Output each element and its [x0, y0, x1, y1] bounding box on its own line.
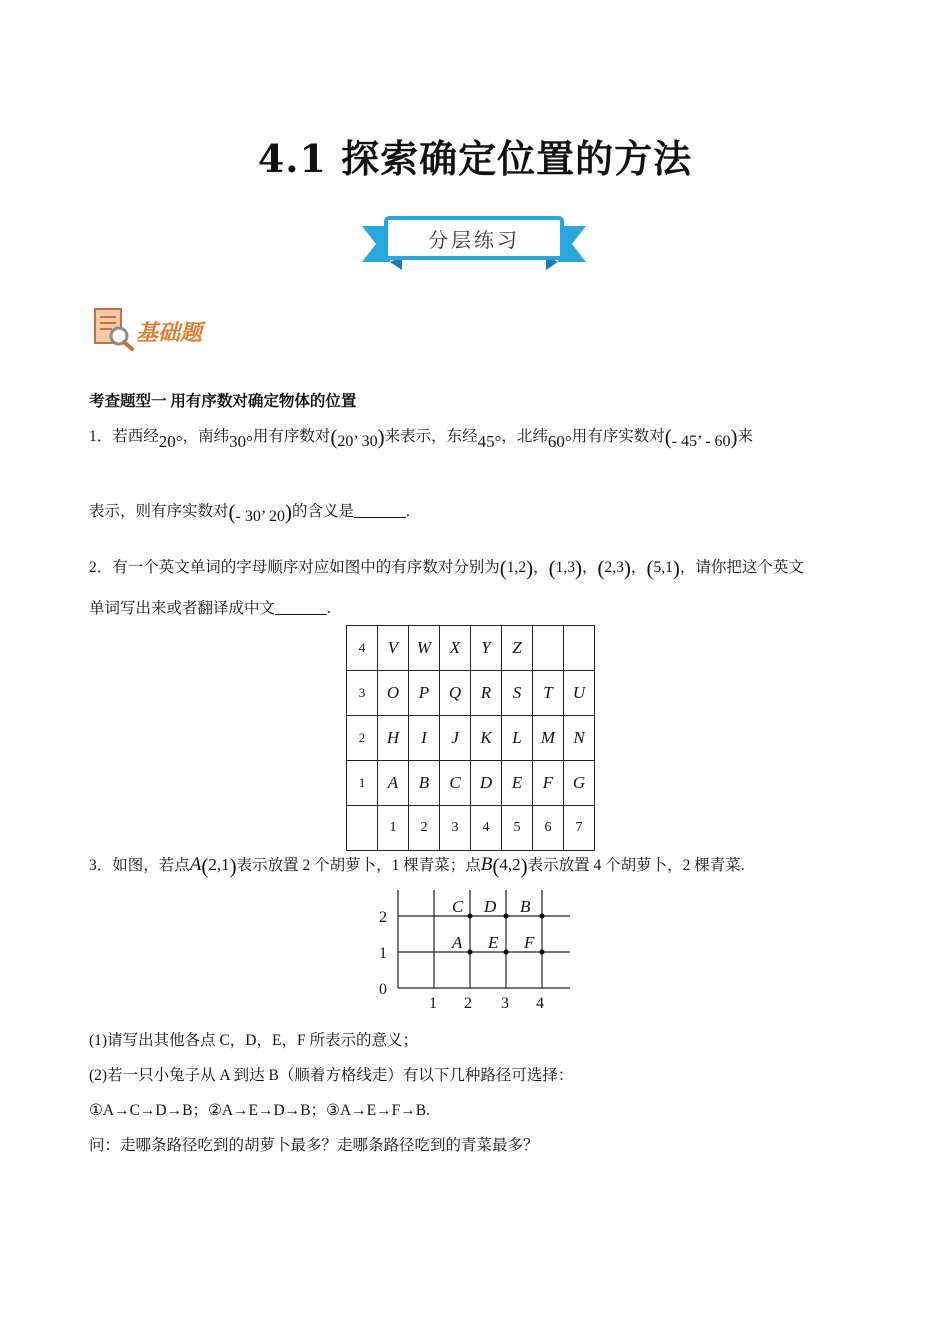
grid-cell: M	[533, 716, 564, 761]
grid-cell: B	[409, 761, 440, 806]
grid-row-label: 3	[347, 671, 378, 716]
x-axis-label: 2	[464, 995, 472, 1012]
q1-text: 来表示，东经	[384, 428, 478, 445]
q1-pair: 20’ 30	[337, 433, 378, 450]
q2-pair: 5,1	[653, 559, 673, 576]
grid-cell: D	[471, 761, 502, 806]
q2-line-1	[89, 555, 804, 581]
grid-row	[347, 671, 595, 716]
paren-close-icon: )	[377, 425, 385, 449]
grid-cell: O	[378, 671, 409, 716]
q1-text: ，北纬	[501, 428, 548, 445]
grid-cell: U	[564, 671, 595, 716]
grid-row	[347, 716, 595, 761]
q2-text: ，请你把这个英文	[679, 559, 804, 576]
grid-cell: E	[502, 761, 533, 806]
point-label: C	[452, 897, 464, 916]
q2-pair: 2,3	[604, 559, 624, 576]
degree-icon: °	[564, 432, 572, 451]
paren-open-icon: (	[499, 556, 507, 580]
q2-line-2	[89, 596, 331, 618]
grid-cell: I	[409, 716, 440, 761]
grid-cell: W	[409, 626, 440, 671]
paren-close-icon: )	[672, 556, 680, 580]
q3-question: 问：走哪条路径吃到的胡萝卜最多？走哪条路径吃到的青菜最多？	[89, 1137, 539, 1154]
q2-pair: 1,2	[506, 559, 527, 576]
grid-cell: N	[564, 716, 595, 761]
coordinate-grid-figure	[372, 888, 582, 1016]
grid-cell: J	[440, 716, 471, 761]
grid-corner-cell	[347, 806, 378, 851]
grid-cell: C	[440, 761, 471, 806]
y-axis-label: 1	[379, 945, 387, 962]
q1-text: 用有序数对	[252, 428, 331, 445]
q1-line-2	[89, 499, 410, 526]
section-label: 基础题	[136, 321, 203, 346]
grid-col-label: 7	[564, 806, 595, 851]
q3-routes: ①A→C→D→B；②A→E→D→B；③A→E→F→B.	[89, 1102, 430, 1119]
grid-cell: G	[564, 761, 595, 806]
point-A	[468, 950, 473, 955]
paren-close-icon: )	[623, 556, 631, 580]
banner	[360, 212, 588, 274]
q3-text: 表示放置 2 个胡萝卜，1 棵青菜；点	[236, 857, 481, 874]
q1-text: ，南纬	[182, 428, 230, 445]
banner-label: 分层练习	[428, 228, 520, 252]
paren-open-icon: (	[330, 425, 338, 449]
point-label: D	[484, 897, 497, 916]
grid-row	[347, 626, 595, 671]
topic-heading: 考查题型一 用有序数对确定物体的位置	[89, 393, 357, 410]
q1-pair: - 30’ 20	[235, 508, 285, 525]
q1-end: .	[406, 503, 410, 520]
q3-point: A	[189, 854, 202, 875]
q1-text: 1．若西经	[89, 428, 159, 445]
q1-value: 60	[547, 432, 565, 451]
grid-cell	[533, 626, 564, 671]
grid-row	[347, 761, 595, 806]
q1-line-1	[89, 424, 753, 452]
grid-col-label: 4	[471, 806, 502, 851]
q1-text: 的含义是	[291, 503, 354, 520]
point-label: A	[452, 933, 463, 952]
q2-sep: ，	[582, 559, 598, 576]
paren-close-icon: )	[520, 854, 528, 878]
point-D	[504, 914, 509, 919]
q3-sub2: (2)若一只小兔子从 A 到达 B（顺着方格线走）有以下几种路径可选择：	[89, 1067, 574, 1084]
paren-open-icon: (	[664, 425, 672, 449]
grid-col-header-row	[347, 806, 595, 851]
y-axis-label: 0	[379, 981, 387, 998]
grid-cell: Q	[440, 671, 471, 716]
q1-value: 45	[477, 432, 495, 451]
point-E	[504, 950, 509, 955]
grid-cell: L	[502, 716, 533, 761]
point-label: E	[488, 933, 499, 952]
q1-text: 来	[737, 428, 754, 445]
grid-cell: T	[533, 671, 564, 716]
grid-cell: Z	[502, 626, 533, 671]
paren-close-icon: )	[284, 500, 292, 524]
grid-cell: A	[378, 761, 409, 806]
paren-open-icon: (	[548, 556, 556, 580]
grid-cell: K	[471, 716, 502, 761]
degree-icon: °	[175, 432, 183, 451]
grid-cell: X	[440, 626, 471, 671]
grid-cell	[564, 626, 595, 671]
grid-col-label: 5	[502, 806, 533, 851]
paren-open-icon: (	[228, 500, 236, 524]
answer-blank[interactable]	[354, 503, 406, 518]
grid-col-label: 2	[409, 806, 440, 851]
paren-open-icon: (	[646, 556, 654, 580]
point-F	[540, 950, 545, 955]
grid-row-label: 4	[347, 626, 378, 671]
grid-cell: S	[502, 671, 533, 716]
paren-close-icon: )	[526, 556, 534, 580]
paren-close-icon: )	[730, 425, 738, 449]
q3-coord: 2,1	[208, 855, 230, 874]
point-label: B	[520, 897, 531, 916]
grid-col-label: 6	[533, 806, 564, 851]
q3-text: 3．如图，若点	[89, 857, 190, 874]
paren-close-icon: )	[575, 556, 583, 580]
q1-text: 表示，则有序实数对	[89, 503, 229, 520]
point-C	[468, 914, 473, 919]
q3-coord: 4,2	[499, 855, 521, 874]
q2-pair: 1,3	[555, 559, 576, 576]
q2-sep: ，	[533, 559, 549, 576]
paren-open-icon: (	[492, 854, 500, 878]
grid-cell: Y	[471, 626, 502, 671]
letter-grid	[346, 625, 595, 851]
grid-cell: H	[378, 716, 409, 761]
q2-end: .	[327, 600, 331, 617]
q1-pair: - 45’ - 60	[671, 433, 731, 450]
paren-close-icon: )	[229, 854, 237, 878]
point-B	[540, 914, 545, 919]
q3-point: B	[480, 854, 493, 875]
q3-line-1	[89, 853, 745, 879]
grid-row-label: 1	[347, 761, 378, 806]
q3-text: 表示放置 4 个胡萝卜，2 棵青菜.	[527, 857, 745, 874]
q3-sub1: (1)请写出其他各点 C，D，E，F 所表示的意义；	[89, 1032, 418, 1049]
paren-open-icon: (	[201, 854, 209, 878]
grid-cell: P	[409, 671, 440, 716]
q1-text: 用有序实数对	[571, 428, 665, 445]
grid-cell: F	[533, 761, 564, 806]
x-axis-label: 1	[429, 995, 437, 1012]
q1-value: 20	[158, 432, 176, 451]
q2-text: 2．有一个英文单词的字母顺序对应如图中的有序数对分别为	[89, 559, 500, 576]
q2-text: 单词写出来或者翻译成中文	[89, 600, 276, 617]
grid-col-label: 1	[378, 806, 409, 851]
degree-icon: °	[246, 432, 253, 451]
grid-cell: R	[471, 671, 502, 716]
paren-open-icon: (	[597, 556, 605, 580]
point-label: F	[524, 933, 535, 952]
x-axis-label: 4	[536, 995, 544, 1012]
grid-col-label: 3	[440, 806, 471, 851]
degree-icon: °	[494, 432, 502, 451]
q1-value: 30	[229, 432, 247, 451]
document-magnifier-icon	[92, 306, 136, 352]
q2-sep: ，	[630, 559, 647, 576]
answer-blank[interactable]	[275, 600, 327, 615]
grid-cell: V	[378, 626, 409, 671]
page-title: 4.1 探索确定位置的方法	[257, 136, 693, 181]
x-axis-label: 3	[501, 995, 509, 1012]
grid-row-label: 2	[347, 716, 378, 761]
y-axis-label: 2	[379, 909, 387, 926]
